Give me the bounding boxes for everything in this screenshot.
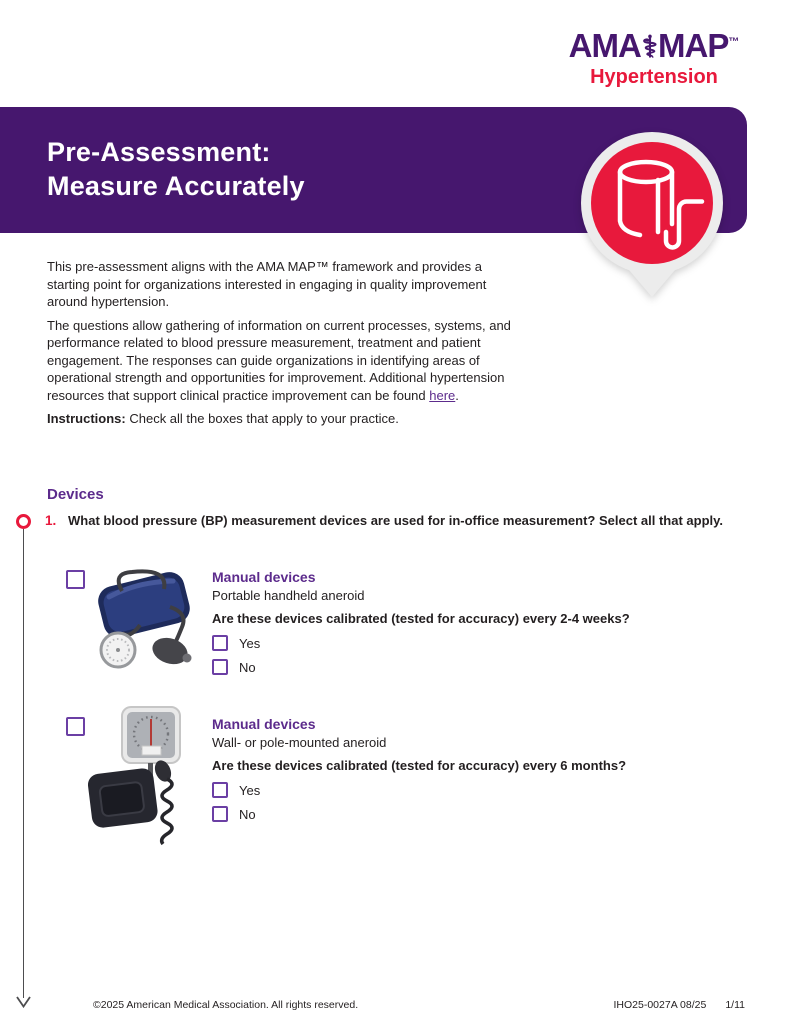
intro-text — [47, 258, 525, 428]
instructions-text: Check all the boxes that apply to your practice. — [125, 411, 399, 426]
device-checkbox-portable[interactable] — [66, 570, 85, 589]
instructions-label: Instructions: — [47, 411, 126, 426]
option-row-no — [212, 659, 766, 675]
device-category: Manual devices — [212, 569, 316, 585]
device-name: Wall- or pole-mounted aneroid — [212, 735, 387, 750]
logo-map-text: MAP — [658, 27, 729, 64]
device-info — [212, 712, 766, 822]
footer-document-code: IHO25-0027A 08/25 — [613, 999, 707, 1011]
no-checkbox[interactable] — [212, 806, 228, 822]
footer-meta — [614, 999, 746, 1011]
wall-pole-mounted-aneroid-photo — [88, 705, 206, 847]
logo-ama-text: AMA — [568, 27, 641, 64]
yes-label: Yes — [239, 782, 261, 798]
option-row-yes — [212, 635, 766, 651]
section-heading-devices: Devices — [47, 486, 104, 503]
device-info — [212, 565, 766, 675]
trademark-symbol: ™ — [728, 36, 740, 48]
arrow-down-icon — [15, 996, 32, 1008]
page-title-line1: Pre-Assessment: — [47, 137, 271, 167]
yes-checkbox[interactable] — [212, 635, 228, 651]
footer-page-number: 1/11 — [725, 999, 745, 1011]
intro-paragraph-2-text: The questions allow gathering of information on current processes, systems, and performance related to blood pressure measurement, treatment and patient engagement. The responses can guide organizations in identifying areas of operational strength and opportunities for improvement. Additional hypertension resources that support clinical practice improvement can be found — [47, 317, 511, 403]
question-number: 1. — [45, 513, 57, 528]
page-title-line2: Measure Accurately — [47, 171, 305, 201]
option-row-yes — [212, 782, 766, 798]
device-name: Portable handheld aneroid — [212, 588, 365, 603]
device-checkbox-wall-mounted[interactable] — [66, 717, 85, 736]
resources-link[interactable]: here — [429, 387, 456, 403]
timeline-marker-ring — [16, 514, 31, 529]
timeline-line — [23, 529, 25, 998]
bp-cuff-pin-icon — [578, 128, 726, 300]
yes-label: Yes — [239, 635, 261, 651]
intro-paragraph-2-period: . — [455, 387, 459, 403]
instructions — [47, 410, 525, 428]
no-label: No — [239, 659, 256, 675]
footer-copyright: ©2025 American Medical Association. All rights reserved. — [93, 999, 359, 1011]
logo-wordmark — [558, 24, 750, 66]
no-label: No — [239, 806, 256, 822]
caduceus-icon: ⚕ — [641, 31, 658, 64]
logo-subtitle: Hypertension — [590, 66, 718, 88]
portable-handheld-aneroid-photo — [88, 565, 206, 673]
device-category: Manual devices — [212, 716, 316, 732]
intro-paragraph-2 — [47, 317, 525, 405]
intro-paragraph-1: This pre-assessment aligns with the AMA MAP™ framework and provides a starting point for organizations interested in engaging in quality improvement around hypertension. — [47, 259, 487, 309]
calibration-question: Are these devices calibrated (tested for accuracy) every 6 months? — [212, 758, 627, 773]
option-row-no — [212, 806, 766, 822]
calibration-question: Are these devices calibrated (tested for accuracy) every 2-4 weeks? — [212, 611, 630, 626]
ama-map-logo — [558, 24, 750, 89]
question-text: What blood pressure (BP) measurement devices are used for in-office measurement? Select all that apply. — [68, 513, 723, 528]
no-checkbox[interactable] — [212, 659, 228, 675]
yes-checkbox[interactable] — [212, 782, 228, 798]
